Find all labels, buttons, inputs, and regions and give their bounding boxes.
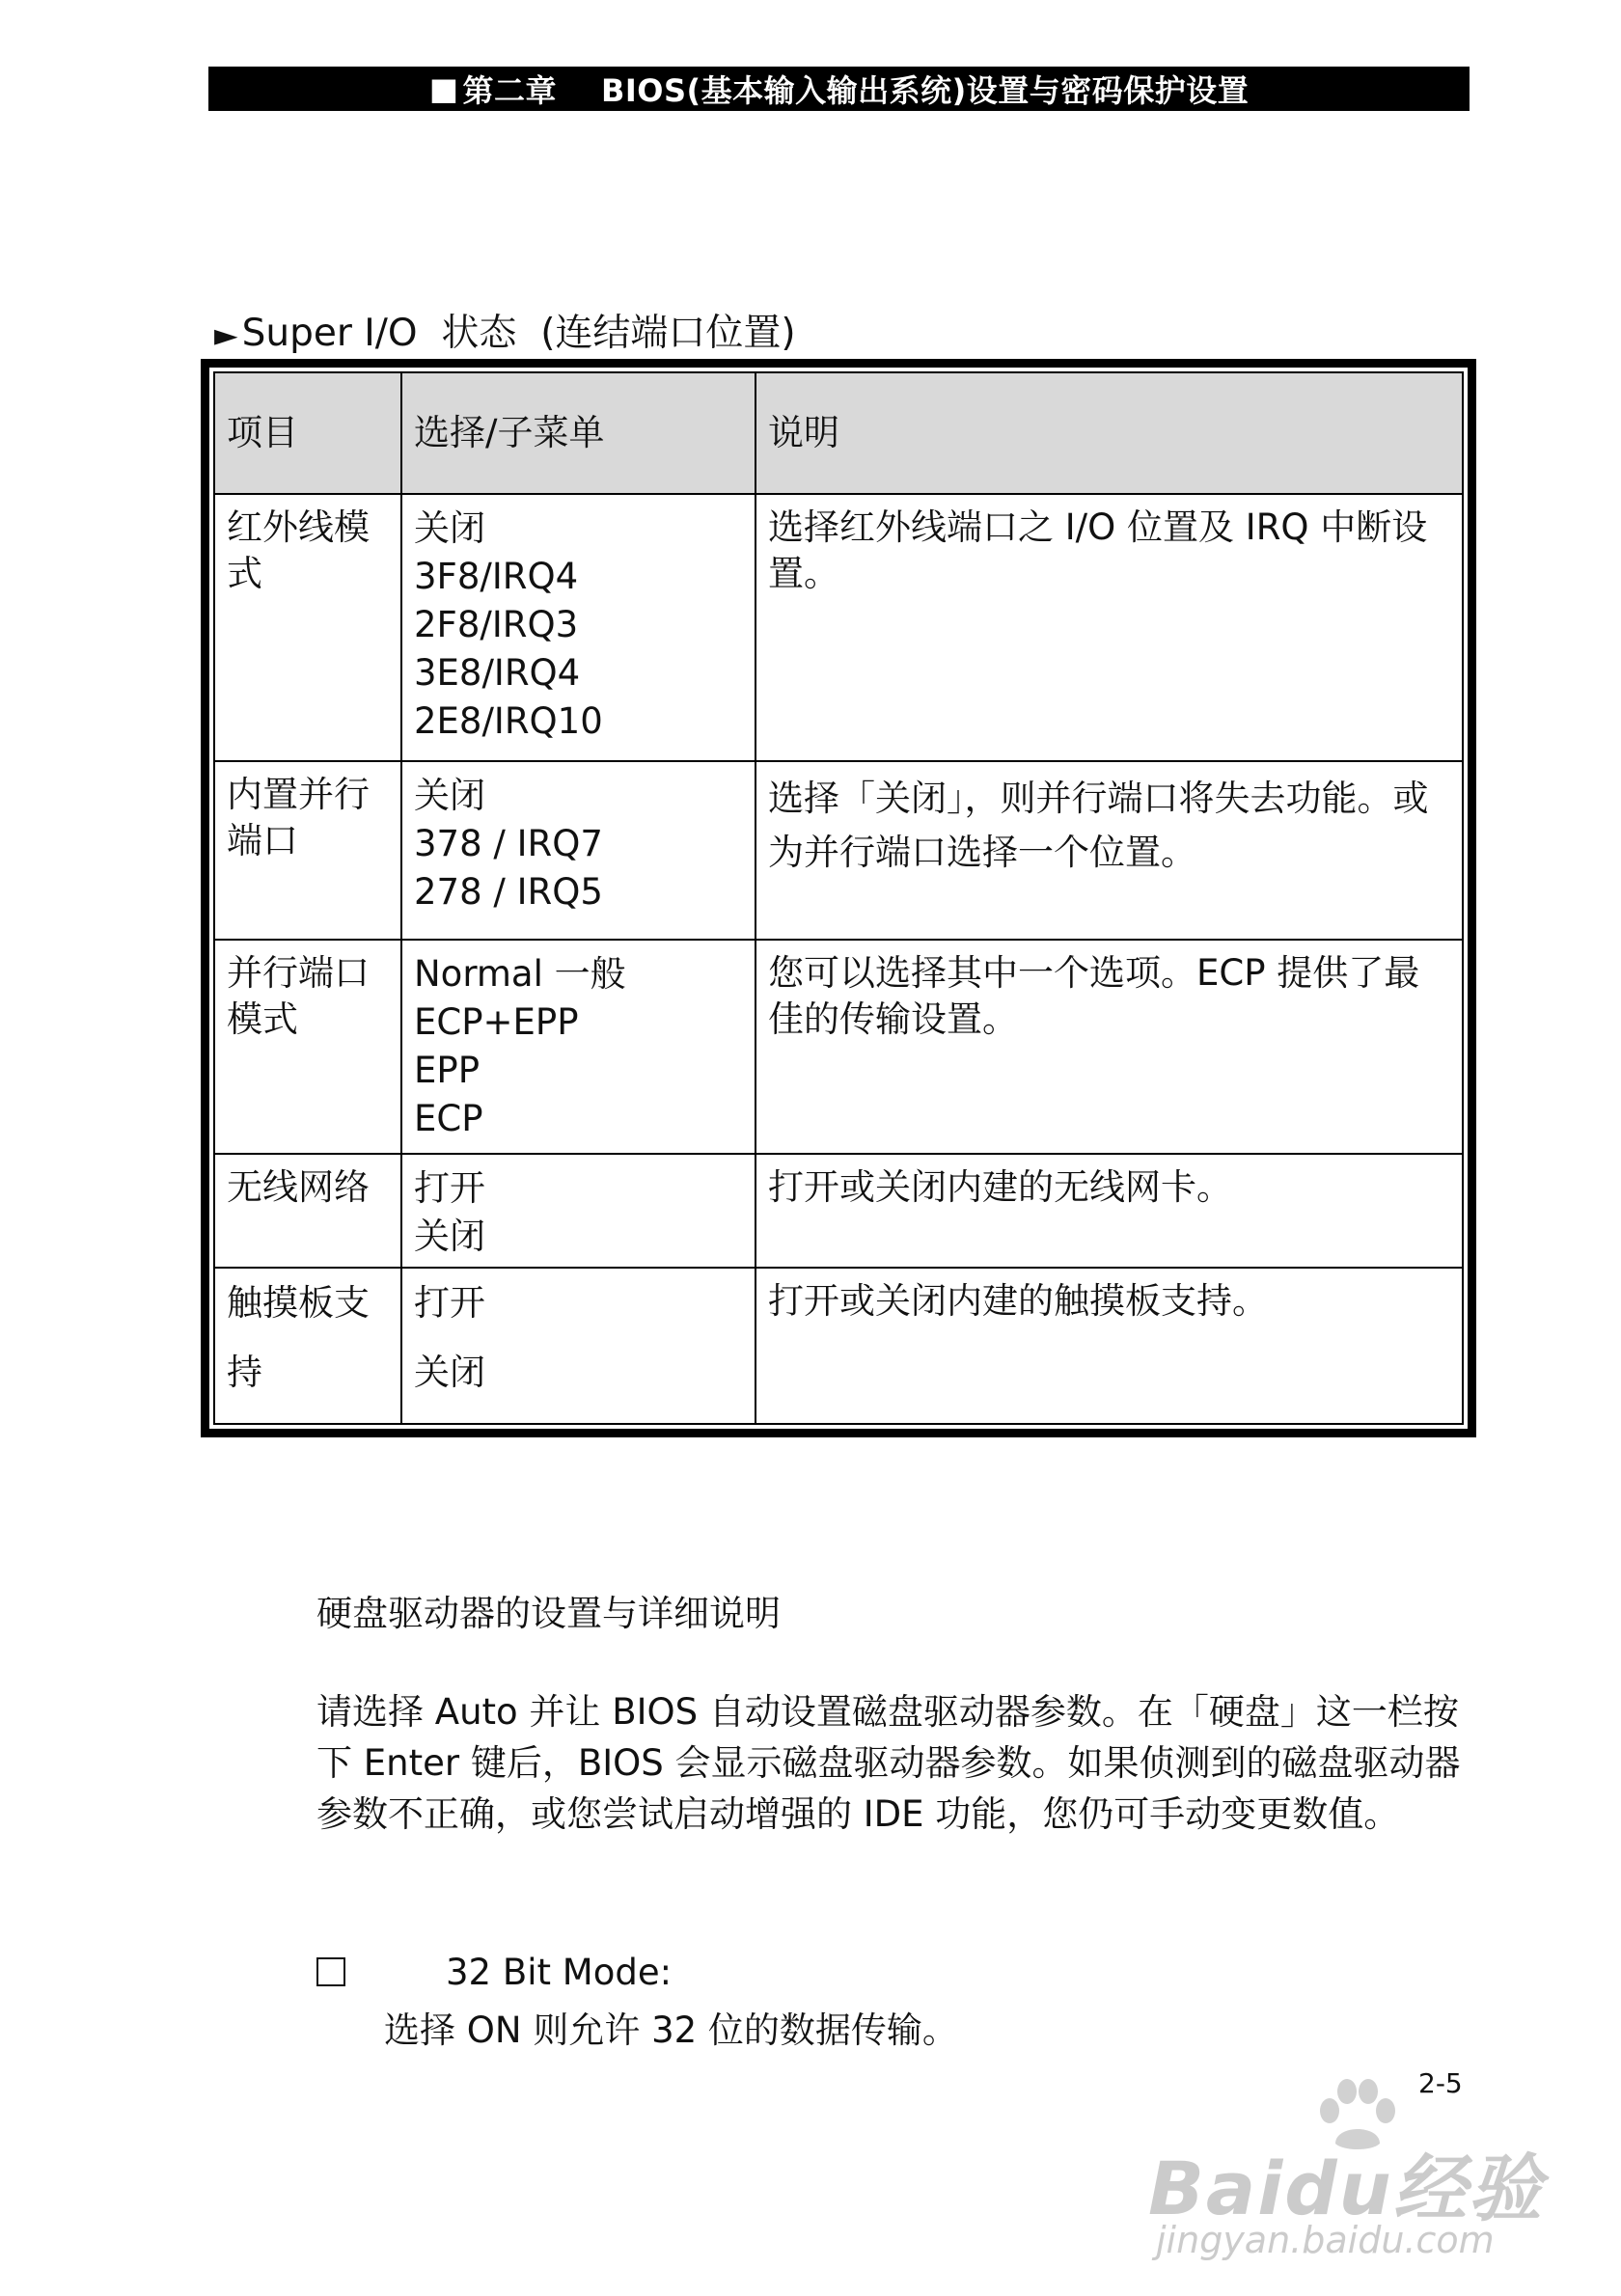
row-options — [401, 494, 756, 761]
row-item: 红外线模式 — [214, 494, 401, 761]
section-title-text: Super I/O 状态 (连结端口位置) — [241, 312, 796, 355]
option-value: ECP+EPP — [414, 1001, 579, 1043]
option-value: 关闭 — [414, 1216, 485, 1257]
hard-disk-paragraph: 请选择 Auto 并让 BIOS 自动设置磁盘驱动器参数。在「硬盘」这一栏按下 Enter 键后，BIOS 会显示磁盘驱动器参数。如果侦测到的磁盘驱动器参数不正确，或您尝试启动增强的 IDE 功能，您仍可手动变更数值。 — [316, 1691, 1461, 1835]
header-square-icon: ■ — [428, 70, 459, 107]
header-title: BIOS(基本输入输出系统)设置与密码保护设置 — [600, 72, 1250, 109]
table-row — [214, 494, 1463, 761]
row-options — [401, 761, 756, 940]
hard-disk-section-title: 硬盘驱动器的设置与详细说明 — [316, 1593, 781, 1634]
option-value: 打开 — [414, 1282, 485, 1324]
option-value: EPP — [414, 1050, 481, 1091]
table-header-row — [214, 372, 1463, 494]
bit-mode-description: 选择 ON 则允许 32 位的数据传输。 — [384, 2009, 958, 2051]
section-title — [214, 311, 796, 358]
triangle-marker-icon: ► — [214, 316, 238, 353]
row-description: 打开或关闭内建的无线网卡。 — [756, 1154, 1463, 1268]
option-value: 关闭 — [414, 507, 485, 549]
option-value: 2E8/IRQ10 — [414, 700, 603, 742]
baidu-watermark — [1129, 2074, 1544, 2286]
option-value: 3F8/IRQ4 — [414, 556, 579, 597]
option-value: 2F8/IRQ3 — [414, 604, 579, 645]
page-number: 2-5 — [1418, 2067, 1463, 2099]
settings-table — [213, 371, 1464, 1425]
bit-mode-label: 32 Bit Mode: — [446, 1952, 673, 1993]
row-item: 触摸板支持 — [214, 1268, 401, 1424]
row-description: 选择红外线端口之 I/O 位置及 IRQ 中断设置。 — [756, 494, 1463, 761]
option-value: 打开 — [414, 1167, 485, 1209]
checkbox-square-icon — [316, 1957, 345, 1986]
column-header-description: 说明 — [756, 372, 1463, 494]
option-value: 278 / IRQ5 — [414, 871, 603, 913]
table-row — [214, 1268, 1463, 1424]
option-value: 关闭 — [414, 1352, 485, 1393]
settings-table-frame — [201, 359, 1476, 1437]
row-options — [401, 940, 756, 1154]
row-description: 选择「关闭」，则并行端口将失去功能。或为并行端口选择一个位置。 — [756, 761, 1463, 940]
chapter-header-bar — [208, 67, 1470, 111]
option-value: Normal 一般 — [414, 953, 626, 995]
row-description: 打开或关闭内建的触摸板支持。 — [756, 1268, 1463, 1424]
row-item: 无线网络 — [214, 1154, 401, 1268]
row-options — [401, 1154, 756, 1268]
table-row — [214, 940, 1463, 1154]
option-value: 378 / IRQ7 — [414, 823, 603, 864]
option-value: ECP — [414, 1098, 483, 1139]
column-header-options: 选择/子菜单 — [401, 372, 756, 494]
watermark-url: jingyan.baidu.com — [1156, 2219, 1495, 2261]
header-chapter: 第二章 — [462, 72, 557, 109]
bit-mode-row — [316, 1949, 672, 1997]
watermark-brand: Baidu经验 — [1148, 2146, 1544, 2231]
row-options — [401, 1268, 756, 1424]
table-row — [214, 1154, 1463, 1268]
column-header-item: 项目 — [214, 372, 401, 494]
option-value: 关闭 — [414, 775, 485, 816]
table-row — [214, 761, 1463, 940]
row-item: 内置并行端口 — [214, 761, 401, 940]
row-description: 您可以选择其中一个选项。ECP 提供了最佳的传输设置。 — [756, 940, 1463, 1154]
row-item: 并行端口模式 — [214, 940, 401, 1154]
option-value: 3E8/IRQ4 — [414, 652, 581, 694]
